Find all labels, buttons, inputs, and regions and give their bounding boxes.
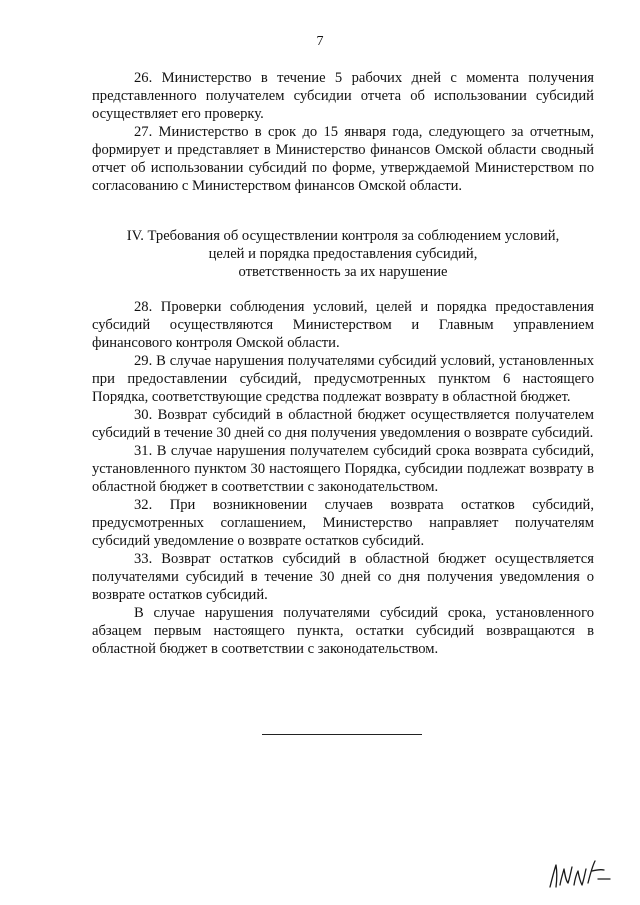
section-heading-line-1: IV. Требования об осуществлении контроля за соблюдением условий,	[126, 228, 560, 244]
paragraphs-before-section	[92, 69, 594, 195]
paragraph-32: 32. При возникновении случаев возврата остатков субсидий, предусмотренных соглашением, Министерство направляет получателям субсидий уведомление о возврате остатков субсидий.	[92, 497, 594, 549]
section-heading-line-3: ответственность за их нарушение	[238, 264, 448, 280]
paragraph-30: 30. Возврат субсидий в областной бюджет осуществляется получателем субсидий в течение 30 дней со дня получения уведомления о возврате субсидий.	[92, 407, 594, 441]
section-heading-line-2: целей и порядка предоставления субсидий,	[208, 246, 478, 262]
paragraph-29: 29. В случае нарушения получателями субсидий условий, установленных при предоставлении субсидий, предусмотренных пунктом 6 настоящего Порядка, соответствующие средства подлежат возврату в областной бюджет.	[92, 353, 594, 405]
paragraph-26: 26. Министерство в течение 5 рабочих дней с момента получения представленного получателем субсидии отчета об использовании субсидий осуществляет его проверку.	[92, 70, 594, 122]
paragraph-27: 27. Министерство в срок до 15 января года, следующего за отчетным, формирует и представляет в Министерство финансов Омской области сводный отчет об использовании субсидий по форме, утверждаемой Министерством по согласованию с Министерством финансов Омской области.	[92, 124, 594, 194]
closing-rule	[262, 734, 422, 735]
page-number: 7	[316, 34, 324, 49]
paragraph-33-second-clause: В случае нарушения получателями субсидий срока, установленного абзацем первым настоящего пункта, остатки субсидий возвращаются в областной бюджет в соответствии с законодательством.	[92, 605, 594, 657]
paragraph-33: 33. Возврат остатков субсидий в областной бюджет осуществляется получателями субсидий в течение 30 дней со дня получения уведомления о возврате остатков субсидий.	[92, 551, 594, 603]
paragraph-31: 31. В случае нарушения получателем субсидий срока возврата субсидий, установленного пунктом 30 настоящего Порядка, субсидии подлежат возврату в областной бюджет в соответствии с законодательством.	[92, 443, 594, 495]
paragraphs-after-section	[92, 298, 594, 658]
handwritten-signature-icon	[548, 857, 612, 893]
section-heading	[92, 227, 594, 281]
paragraph-28: 28. Проверки соблюдения условий, целей и порядка предоставления субсидий осуществляются Министерством и Главным управлением финансового контроля Омской области.	[92, 299, 594, 351]
